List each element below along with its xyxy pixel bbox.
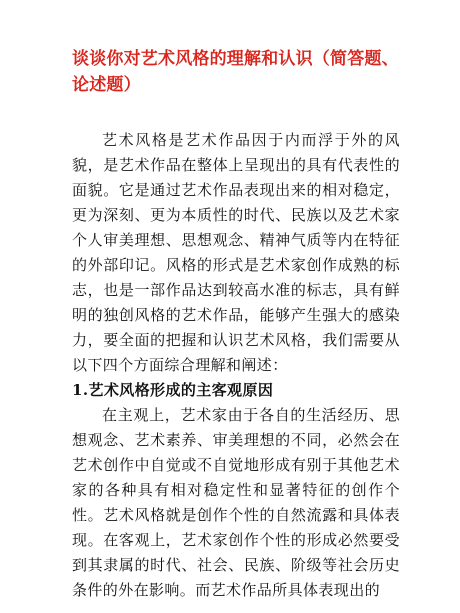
document-body bbox=[72, 128, 400, 603]
section-heading: 1.艺术风格形成的主客观原因 bbox=[72, 381, 274, 399]
document-title: 谈谈你对艺术风格的理解和认识（简答题、论述题） bbox=[72, 49, 399, 95]
section-paragraph: 在主观上，艺术家由于各自的生活经历、思想观念、艺术素养、审美理想的不同，必然会在艺术创作中自觉或不自觉地形成有别于其他艺术家的各种具有相对稳定性和显著特征的创作个性。艺术风格就是创作个性的自然流露和具体表现。在客观上，艺术家创作个性的形成必然要受到其隶属的时代、社会、民族、阶级等社会历史条件的外在影响。而艺术作品所具体表现出的 bbox=[72, 406, 400, 599]
intro-paragraph: 艺术风格是艺术作品因于内而浮于外的风貌，是艺术作品在整体上呈现出的具有代表性的面貌。它是通过艺术作品表现出来的相对稳定，更为深刻、更为本质性的时代、民族以及艺术家个人审美理想、思想观念、精神气质等内在特征的外部印记。风格的形式是艺术家创作成熟的标志，也是一部作品达到较高水准的标志，具有鲜明的独创风格的艺术作品，能够产生强大的感染力，要全面的把握和认识艺术风格，我们需要从以下四个方面综合理解和阐述： bbox=[72, 131, 400, 374]
